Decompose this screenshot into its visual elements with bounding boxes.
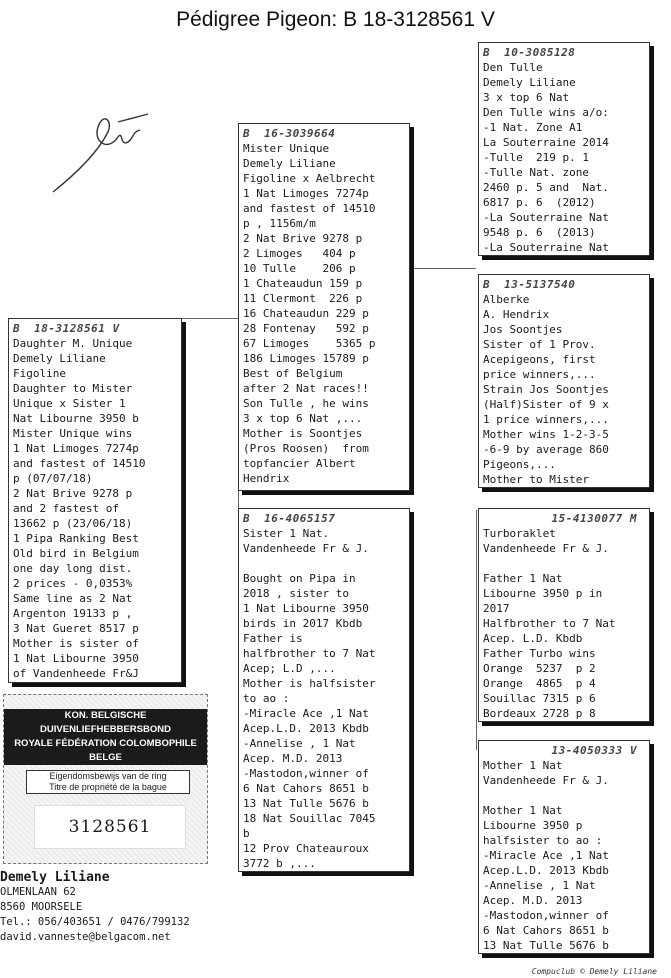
card-line: Turboraklet: [483, 527, 556, 540]
card-line: 1 Nat Limoges 7274p: [13, 442, 139, 455]
card-line: -1 Nat. Zone A1: [483, 121, 583, 134]
card-line: topfancier Albert: [243, 457, 356, 470]
card-line: Daughter M. Unique: [13, 337, 133, 350]
card-line: Orange 4865 p 4: [483, 677, 596, 690]
ownership-label-fr: Titre de propriété de la bague: [49, 782, 167, 792]
card-line: 13662 p (23/06/18): [13, 517, 133, 530]
card-lines: [13, 336, 177, 681]
card-line: Argenton 19133 p ,: [13, 607, 133, 620]
card-line: 3 Nat Gueret 8517 p: [13, 622, 139, 635]
card-line: Demely Liliane: [243, 157, 336, 170]
card-line: [483, 788, 645, 803]
card-line: Vandenheede Fr & J.: [243, 542, 369, 555]
card-line: [243, 556, 405, 571]
pigeon-card-dam-sire: [478, 508, 650, 722]
owner-name: Demely Liliane: [0, 870, 110, 885]
card-line: Libourne 3950 p in: [483, 587, 603, 600]
card-line: Orange 5237 p 2: [483, 662, 596, 675]
card-line: Mother is sister of: [13, 637, 139, 650]
org-name-nl: KON. BELGISCHE DUIVENLIEFHEBBERSBOND: [4, 709, 207, 737]
card-line: Mother to Mister: [483, 473, 589, 486]
card-line: 10 Tulle 206 p: [243, 262, 356, 275]
card-header: B 10-3085128: [483, 46, 576, 59]
org-name-fr: ROYALE FÉDÉRATION COLOMBOPHILE BELGE: [4, 737, 207, 765]
card-line: 18 Nat Souillac 7045: [243, 812, 376, 825]
card-line: 1 Nat Limoges 7274p: [243, 187, 369, 200]
signature: [48, 92, 158, 202]
card-header: B 16-4065157: [243, 512, 336, 525]
card-line: 16 Chateaudun 229 p: [243, 307, 369, 320]
card-line: (Pros Roosen) from: [243, 442, 369, 455]
owner-address2: 8560 MOORSELE: [0, 901, 83, 913]
card-line: of Vandenheede Fr&J: [13, 667, 139, 680]
card-line: and fastest of 14510: [13, 457, 146, 470]
card-line: 6 Nat Cahors 8651 b: [243, 782, 369, 795]
ring-year-row: [22, 751, 192, 766]
owner-address1: OLMENLAAN 62: [0, 886, 76, 898]
card-line: Same line as 2 Nat: [13, 592, 133, 605]
card-line: Den Tulle wins a/o:: [483, 106, 609, 119]
card-lines: [483, 60, 645, 255]
card-line: Acep. L.D. Kbdb: [483, 632, 583, 645]
card-line: 2 Nat Brive 9278 p: [243, 232, 363, 245]
card-line: 1 Nat Libourne 3950: [243, 602, 369, 615]
owner-email: david.vanneste@belgacom.net: [0, 931, 171, 943]
card-line: Bordeaux 2728 p 8: [483, 707, 596, 720]
card-line: price winners,...: [483, 368, 596, 381]
card-line: one day long dist.: [13, 562, 133, 575]
card-line: 2017: [483, 602, 510, 615]
card-lines: [243, 141, 405, 486]
card-line: Strain Jos Soontjes: [483, 383, 609, 396]
card-line: 3772 b ,...: [243, 857, 316, 870]
card-header: 13-4050333 V: [551, 744, 637, 757]
card-line: Hendrix: [243, 472, 290, 485]
card-line: halfsister to ao :: [483, 834, 603, 847]
card-line: -Mastodon,winner of: [483, 909, 609, 922]
ring-number: 3128561: [34, 805, 186, 849]
card-lines: [243, 526, 405, 871]
card-lines: [483, 758, 645, 953]
card-line: Sister 1 Nat.: [243, 527, 330, 540]
ownership-label: [26, 770, 190, 794]
card-line: 3 x top 6 Nat: [483, 91, 570, 104]
card-line: Daughter to Mister: [13, 382, 133, 395]
card-line: 2 Limoges 404 p: [243, 247, 356, 260]
card-lines: [483, 292, 645, 487]
card-line: Acep. M.D. 2013: [243, 752, 343, 765]
card-line: Libourne 3950 p: [483, 819, 583, 832]
pigeon-card-dam-dam: [478, 740, 650, 954]
card-line: -Miracle Ace ,1 Nat: [243, 707, 369, 720]
card-line: Best of Belgium: [243, 367, 343, 380]
card-line: Mother wins 1-2-3-5: [483, 428, 609, 441]
card-line: 6 Nat Cahors 8651 b: [483, 924, 609, 937]
card-line: Halfbrother to 7 Nat: [483, 617, 616, 630]
card-line: 1 Pipa Ranking Best: [13, 532, 139, 545]
card-line: 28 Fontenay 592 p: [243, 322, 369, 335]
card-line: Unique x Sister 1: [13, 397, 126, 410]
card-line: Mister Unique wins: [13, 427, 133, 440]
card-line: 12 Prov Chateauroux: [243, 842, 369, 855]
card-line: Mother is Soontjes: [243, 427, 363, 440]
card-line: [483, 556, 645, 571]
ownership-label-nl: Eigendomsbewijs van de ring: [49, 771, 167, 781]
card-line: 67 Limoges 5365 p: [243, 337, 376, 350]
card-line: and 2 fastest of: [13, 502, 119, 515]
owner-phone: Tel.: 056/403651 / 0476/799132: [0, 916, 190, 928]
card-line: Souillac 7315 p 6: [483, 692, 596, 705]
card-line: 13 Nat Tulle 5676 b: [483, 939, 609, 952]
card-line: Acepigeons, first: [483, 353, 596, 366]
card-line: Demely Liliane: [483, 76, 576, 89]
card-line: 1 price winners,...: [483, 413, 609, 426]
page-title: Pédigree Pigeon: B 18-3128561 V: [176, 8, 495, 31]
card-line: -Miracle Ace ,1 Nat: [483, 849, 609, 862]
card-line: Acep.L.D. 2013 Kbdb: [243, 722, 369, 735]
card-line: Nat Libourne 3950 b: [13, 412, 139, 425]
card-line: 1 Chateaudun 159 p: [243, 277, 363, 290]
pigeon-card-sire-dam: [478, 274, 650, 488]
card-line: 6817 p. 6 (2012): [483, 196, 596, 209]
card-header: B 18-3128561 V: [13, 322, 120, 335]
card-line: Vandenheede Fr & J.: [483, 774, 609, 787]
card-header: 15-4130077 M: [551, 512, 637, 525]
card-line: Acep; L.D ,...: [243, 662, 336, 675]
card-line: 2460 p. 5 and Nat.: [483, 181, 609, 194]
card-line: Mister Unique: [243, 142, 330, 155]
pigeon-card-subject: [8, 318, 182, 683]
card-line: 2 Nat Brive 9278 p: [13, 487, 133, 500]
card-line: -Annelise , 1 Nat: [243, 737, 356, 750]
card-line: Pigeons,...: [483, 458, 556, 471]
card-line: Father Turbo wins: [483, 647, 596, 660]
card-line: after 2 Nat races!!: [243, 382, 369, 395]
card-header: B 13-5137540: [483, 278, 576, 291]
card-line: -Tulle Nat. zone: [483, 166, 589, 179]
card-line: 13 Nat Tulle 5676 b: [243, 797, 369, 810]
card-line: Father 1 Nat: [483, 572, 563, 585]
card-header: B 16-3039664: [243, 127, 336, 140]
pigeon-card-dam: [238, 508, 410, 872]
connector: [476, 510, 477, 750]
card-line: Old bird in Belgium: [13, 547, 139, 560]
card-line: Demely Liliane: [13, 352, 106, 365]
pigeon-card-sire-sire: [478, 42, 650, 256]
card-line: and fastest of 14510: [243, 202, 376, 215]
connector: [410, 268, 476, 269]
card-line: 1 Nat Libourne 3950: [13, 652, 139, 665]
card-line: La Souterraine 2014: [483, 136, 609, 149]
card-line: p (07/07/18): [13, 472, 93, 485]
ring-country: BELG: [155, 751, 192, 766]
card-lines: [483, 526, 645, 721]
card-line: A. Hendrix: [483, 308, 550, 321]
card-line: Figoline x Aelbrecht: [243, 172, 376, 185]
card-line: p , 1156m/m: [243, 217, 316, 230]
card-line: 2018 , sister to: [243, 587, 349, 600]
card-line: 11 Clermont 226 p: [243, 292, 363, 305]
card-line: birds in 2017 Kbdb: [243, 617, 363, 630]
card-line: Alberke: [483, 293, 530, 306]
card-line: -Annelise , 1 Nat: [483, 879, 596, 892]
card-line: -La Souterraine Nat: [483, 241, 609, 254]
card-line: -6-9 by average 860: [483, 443, 609, 456]
card-line: Den Tulle: [483, 61, 543, 74]
card-line: Vandenheede Fr & J.: [483, 542, 609, 555]
owner-info: [0, 870, 190, 945]
card-line: (Half)Sister of 9 x: [483, 398, 609, 411]
card-line: -Mastodon,winner of: [243, 767, 369, 780]
card-line: 3 x top 6 Nat ,...: [243, 412, 363, 425]
card-line: 9548 p. 6 (2013): [483, 226, 596, 239]
card-line: Mother 1 Nat: [483, 804, 563, 817]
card-line: Acep. M.D. 2013: [483, 894, 583, 907]
footer-credit: Compuclub © Demely Liliane: [531, 967, 657, 976]
card-line: 2 prices - 0,0353%: [13, 577, 133, 590]
card-line: 186 Limoges 15789 p: [243, 352, 369, 365]
card-line: Father is: [243, 632, 303, 645]
card-line: Figoline: [13, 367, 66, 380]
card-line: b: [243, 827, 250, 840]
pigeon-card-sire: [238, 123, 410, 491]
card-line: Acep.L.D. 2013 Kbdb: [483, 864, 609, 877]
connector: [182, 318, 238, 319]
card-line: to ao :: [243, 692, 290, 705]
ring-year: 2018: [22, 751, 51, 766]
ring-ownership-card: [3, 694, 208, 864]
card-line: Mother 1 Nat: [483, 759, 563, 772]
card-line: Sister of 1 Prov.: [483, 338, 596, 351]
card-line: Son Tulle , he wins: [243, 397, 369, 410]
card-line: Mother is halfsister: [243, 677, 376, 690]
card-line: -Tulle 219 p. 1: [483, 151, 589, 164]
card-line: Bought on Pipa in: [243, 572, 356, 585]
card-line: -La Souterraine Nat: [483, 211, 609, 224]
card-line: halfbrother to 7 Nat: [243, 647, 376, 660]
card-line: Jos Soontjes: [483, 323, 563, 336]
